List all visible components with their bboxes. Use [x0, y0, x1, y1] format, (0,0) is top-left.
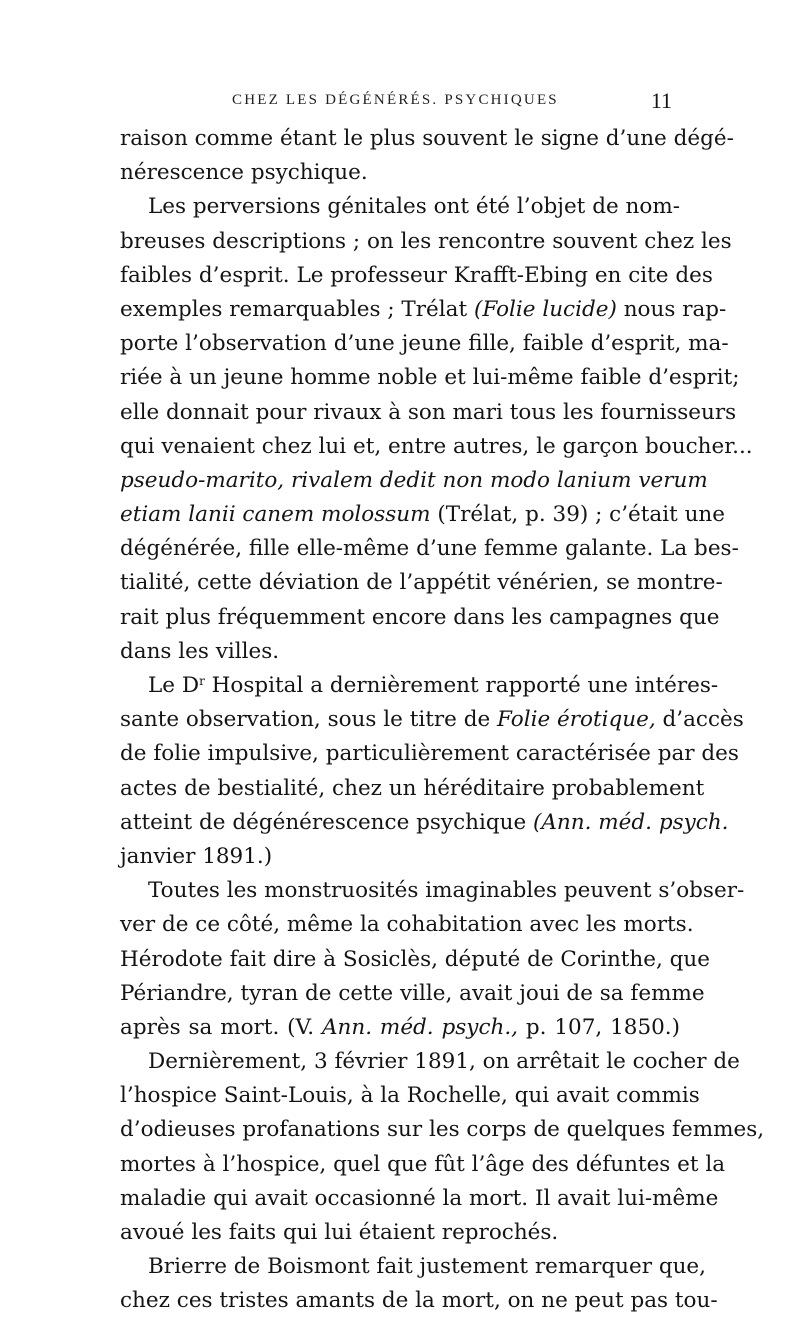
- paragraph-start-line: Les perversions génitales ont été l’objet de nom-: [148, 194, 680, 220]
- superscript: r: [199, 674, 205, 688]
- text-line: sante observation, sous le titre de Folie érotique, d’accès: [120, 707, 744, 733]
- italic-title: Folie érotique,: [497, 707, 656, 733]
- text-line: tialité, cette déviation de l’appétit vénérien, se montre-: [120, 570, 723, 596]
- text-line: dans les villes.: [120, 638, 280, 664]
- paragraph-start-line: Toutes les monstruosités imaginables peuvent s’obser-: [148, 878, 745, 904]
- italic-title: (Folie lucide): [473, 296, 617, 322]
- text-line: Périandre, tyran de cette ville, avait joui de sa femme: [120, 980, 705, 1006]
- text-line: avoué les faits qui lui étaient reprochés.: [120, 1220, 559, 1245]
- text-line: exemples remarquables ; Trélat (Folie lucide) nous rap-: [120, 296, 727, 322]
- text-line: qui venaient chez lui et, entre autres, le garçon boucher...: [120, 433, 753, 459]
- latin-quote: etiam lanii canem molossum: [120, 502, 431, 528]
- running-title: CHEZ LES DÉGÉNÉRÉS. PSYCHIQUES: [232, 92, 559, 108]
- text-line: raison comme étant le plus souvent le signe d’une dégé-: [120, 126, 734, 151]
- text-line: porte l’observation d’une jeune fille, faible d’esprit, ma-: [120, 331, 729, 357]
- text-line: janvier 1891.): [120, 843, 273, 869]
- journal-citation: (Ann. méd. psych.: [533, 809, 729, 835]
- text-line: breuses descriptions ; on les rencontre souvent chez les: [120, 228, 732, 254]
- text-line: d’odieuses profanations sur les corps de quelques femmes,: [120, 1117, 765, 1143]
- text-line: ver de ce côté, même la cohabitation avec les morts.: [120, 912, 694, 938]
- text-line: elle donnait pour rivaux à son mari tous les fournisseurs: [120, 399, 737, 425]
- text-line: mortes à l’hospice, quel que fût l’âge des défuntes et la: [120, 1151, 726, 1177]
- text-line: faibles d’esprit. Le professeur Krafft-Ebing en cite des: [120, 262, 713, 288]
- text-line: [120, 464, 708, 498]
- text-line: etiam lanii canem molossum (Trélat, p. 39) ; c’était une: [120, 502, 726, 528]
- paragraph-start-line: Brierre de Boismont fait justement remarquer que,: [148, 1254, 706, 1280]
- text-line: nérescence psychique.: [120, 160, 368, 186]
- latin-quote: pseudo-marito, rivalem dedit non modo lanium verum: [120, 467, 708, 493]
- text-line: chez ces tristes amants de la mort, on ne peut pas tou-: [120, 1288, 718, 1314]
- text-line: actes de bestialité, chez un héréditaire probablement: [120, 775, 705, 801]
- text-line: atteint de dégénérescence psychique (Ann. méd. psych.: [120, 809, 729, 835]
- text-line: riée à un jeune homme noble et lui-même faible d’esprit;: [120, 365, 740, 391]
- text-line: rait plus fréquemment encore dans les campagnes que: [120, 604, 720, 630]
- page-number: 11: [650, 88, 672, 113]
- text-line: de folie impulsive, particulièrement caractérisée par des: [120, 741, 739, 767]
- text-line: après sa mort. (V. Ann. méd. psych., p. 107, 1850.): [120, 1014, 681, 1040]
- text-line: maladie qui avait occasionné la mort. Il avait lui-même: [120, 1185, 719, 1211]
- text-line: l’hospice Saint-Louis, à la Rochelle, qui avait commis: [120, 1083, 700, 1109]
- paragraph-start-line: Le $D^r$ Hospital a dernièrement rapporté une intéres-: [148, 673, 719, 698]
- journal-citation: Ann. méd. psych.,: [322, 1014, 519, 1040]
- paragraph-start-line: Dernièrement, 3 février 1891, on arrêtait le cocher de: [148, 1049, 740, 1075]
- running-head: [120, 88, 680, 116]
- text-line: dégénérée, fille elle-même d’une femme galante. La bes-: [120, 536, 739, 562]
- body-text: [120, 122, 765, 1319]
- text-line: Hérodote fait dire à Sosiclès, député de Corinthe, que: [120, 946, 711, 972]
